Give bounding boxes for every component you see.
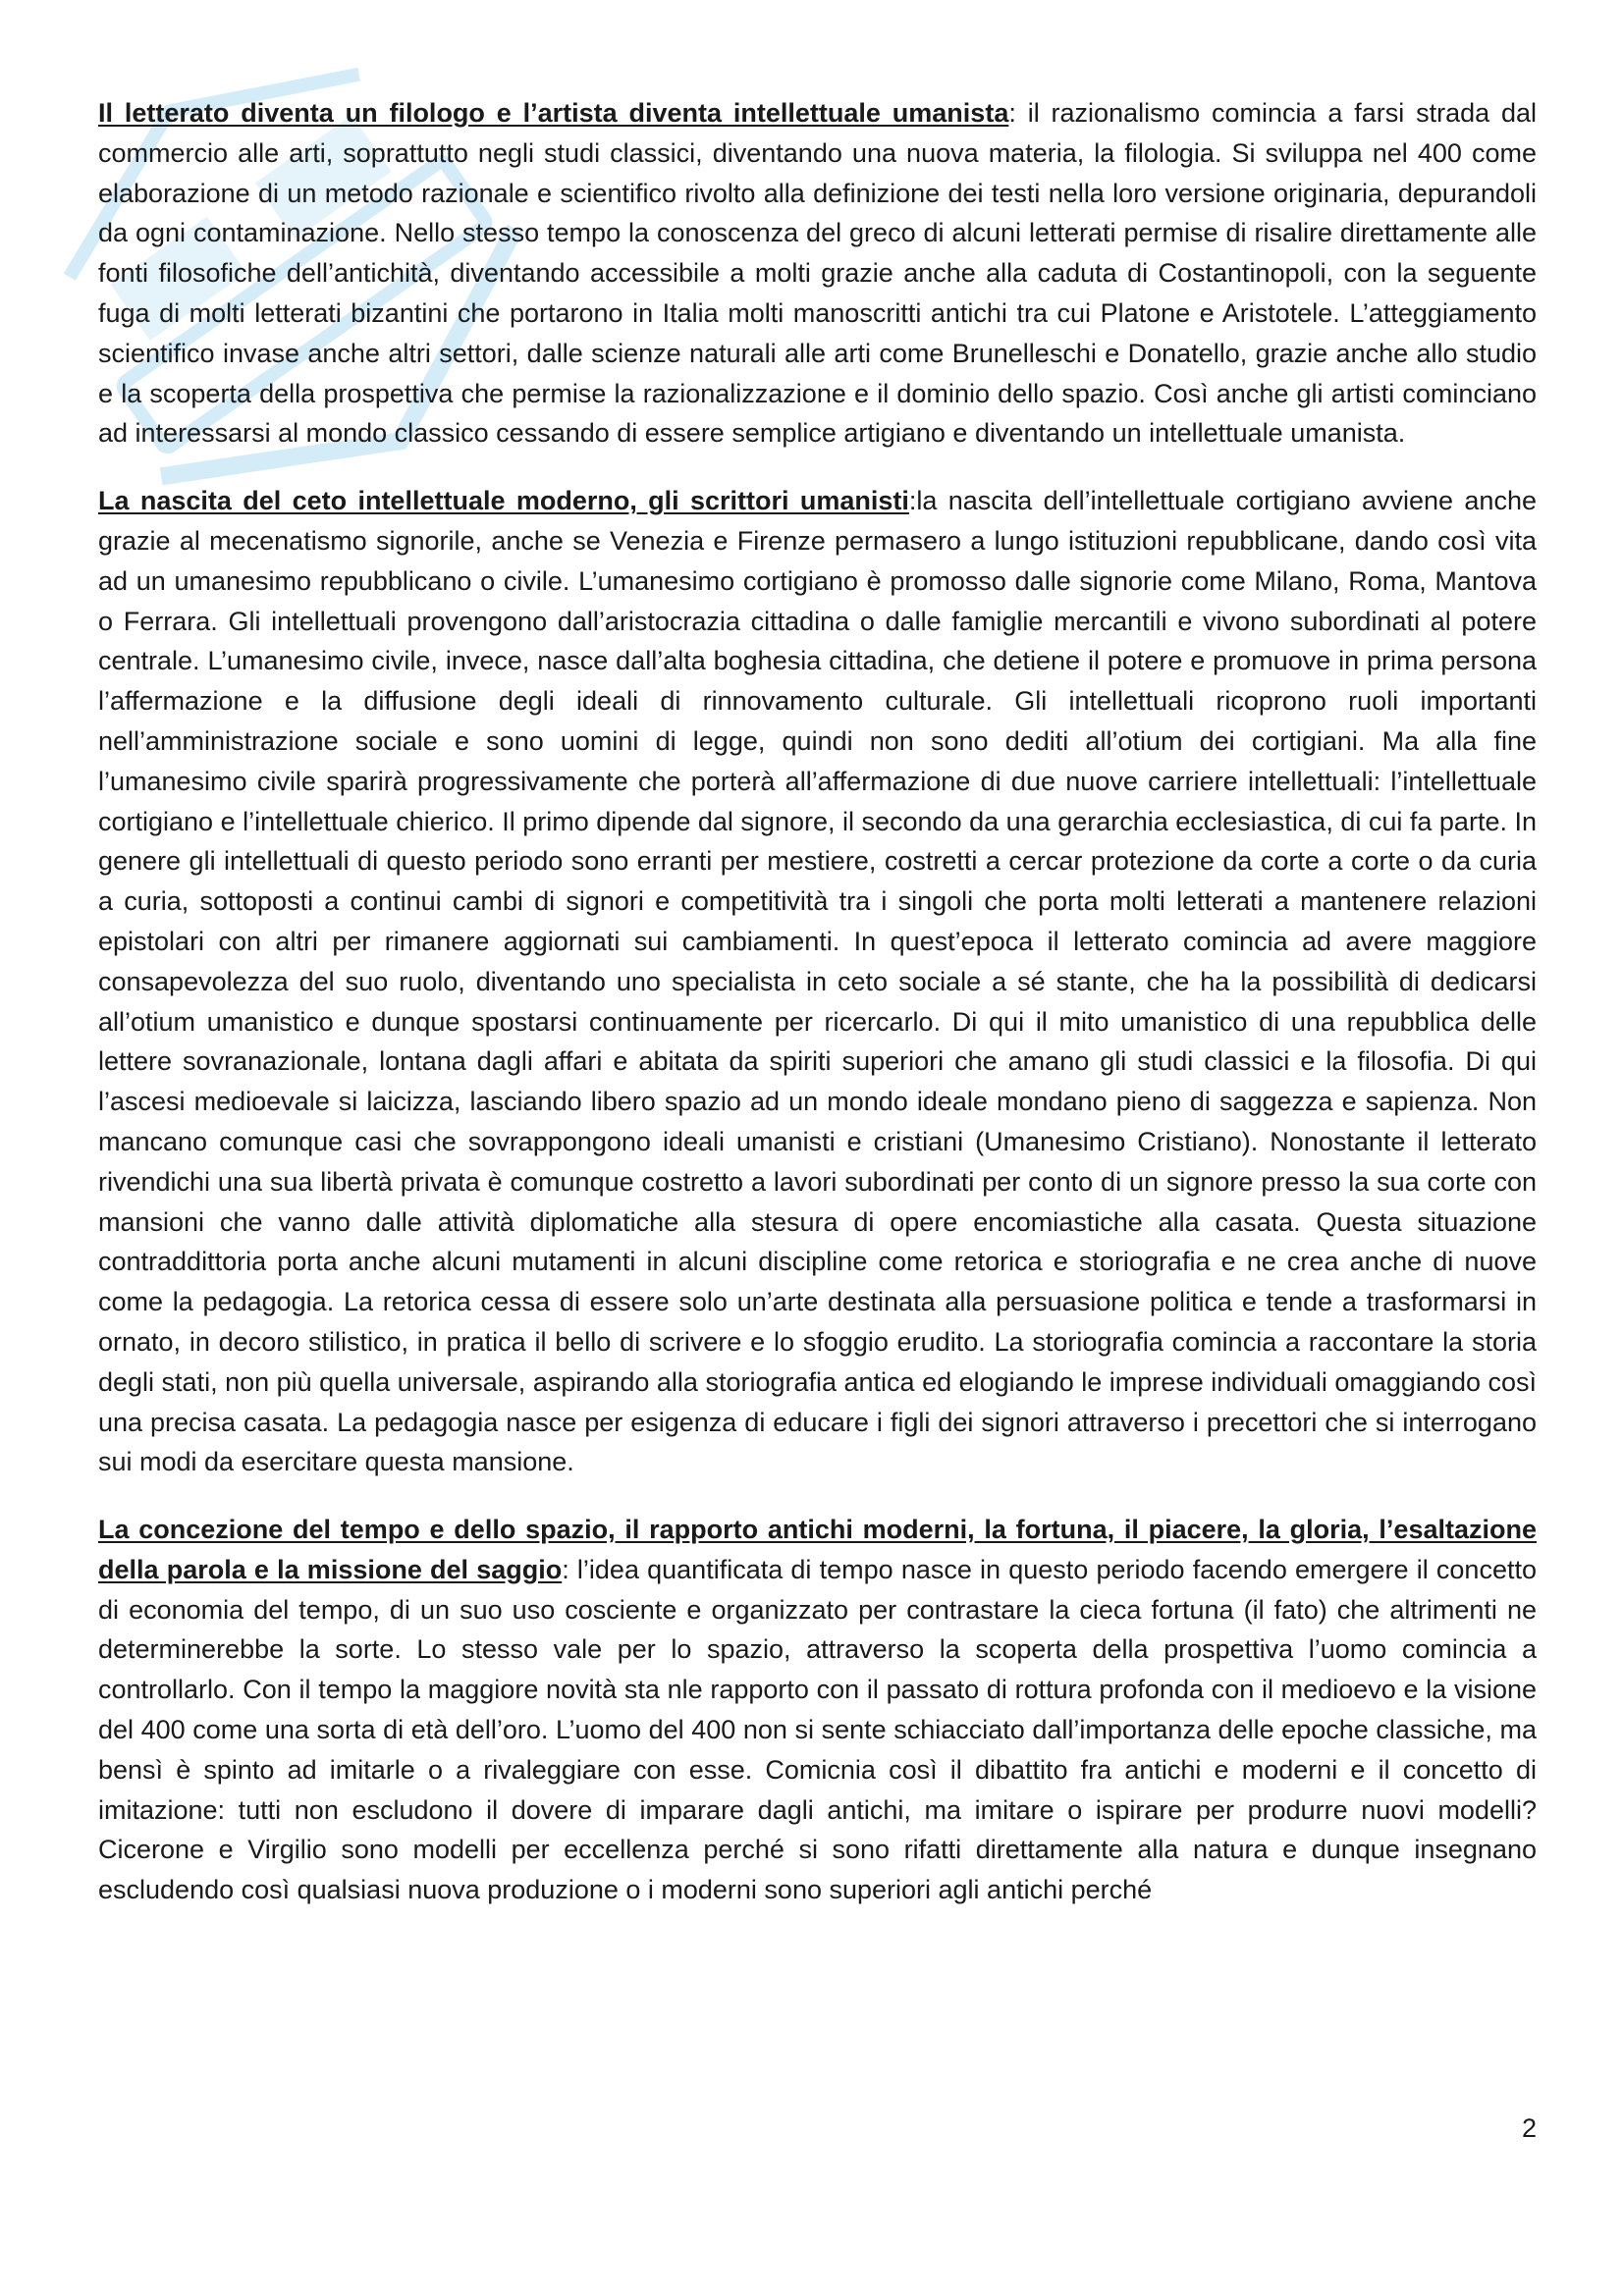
- paragraph-letterato-filologo: [98, 93, 1537, 454]
- paragraph-tempo-spazio: [98, 1510, 1537, 1910]
- paragraph-text: : il razionalismo comincia a farsi strada dal commercio alle arti, soprattutto negli studi classici, diventando una nuova materia, la filologia. Si sviluppa nel 400 come elaborazione di un metodo razionale e scientifico rivolto alla definizione dei testi nella loro versione originaria, depurandoli da ogni contaminazione. Nello stesso tempo la conoscenza del greco di alcuni letterati permise di risalire direttamente alle fonti filosofiche dell’antichità, diventando accessibile a molti grazie anche alla caduta di Costantinopoli, con la seguente fuga di molti letterati bizantini che portarono in Italia molti manoscritti antichi tra cui Platone e Aristotele. L’atteggiamento scientifico invase anche altri settori, dalle scienze naturali alle arti come Brunelleschi e Donatello, grazie anche allo studio e la scoperta della prospettiva che permise la razionalizzazione e il dominio dello spazio. Così anche gli artisti cominciano ad interessarsi al mondo classico cessando di essere semplice artigiano e diventando un intellettuale umanista.: [98, 98, 1538, 449]
- paragraph-text: : l’idea quantificata di tempo nasce in questo periodo facendo emergere il concetto di economia del tempo, di un suo uso cosciente e organizzato per contrastare la cieca fortuna (il fato) che altrimenti ne determinerebbe la sorte. Lo stesso vale per lo spazio, attraverso la scoperta della prospettiva l’uomo comincia a controllarlo. Con il tempo la maggiore novità sta nle rapporto con il passato di rottura profonda con il medioevo e la visione del 400 come una sorta di età dell’oro. L’uomo del 400 non si sente schiacciato dall’importanza delle epoche classiche, ma bensì è spinto ad imitarle o a rivaleggiare con esse. Comicnia così il dibattito fra antichi e moderni e il concetto di imitazione: tutti non escludono il dovere di imparare dagli antichi, ma imitare o ispirare per produrre nuovi modelli? Cicerone e Virgilio sono modelli per eccellenza perché si sono rifatti direttamente alla natura e dunque insegnano escludendo così qualsiasi nuova produzione o i moderni sono superiori agli antichi perché: [98, 1554, 1537, 1905]
- paragraph-ceto-intellettuale: [98, 481, 1537, 1482]
- paragraph-heading: La nascita del ceto intellettuale moderno, gli scrittori umanisti: [98, 486, 909, 516]
- paragraph-heading: La concezione del tempo e dello spazio, il rapporto antichi moderni, la fortuna, il piacere, la gloria, l’esaltazione della parola e la missione del saggio: [98, 1515, 1537, 1584]
- document-body: [98, 93, 1537, 1938]
- page-number: 2: [1521, 2113, 1537, 2143]
- paragraph-text: :la nascita dell’intellettuale cortigiano avviene anche grazie al mecenatismo signorile, anche se Venezia e Firenze permasero a lungo istituzioni repubblicane, dando così vita ad un umanesimo repubblicano o civile. L’umanesimo cortigiano è promosso dalle signorie come Milano, Roma, Mantova o Ferrara. Gli intellettuali provengono dall’aristocrazia cittadina o dalle famiglie mercantili e vivono subordinati al potere centrale. L’umanesimo civile, invece, nasce dall’alta boghesia cittadina, che detiene il potere e promuove in prima persona l’affermazione e la diffusione degli ideali di rinnovamento culturale. Gli intellettuali ricoprono ruoli importanti nell’amministrazione sociale e sono uomini di legge, quindi non sono dediti all’otium dei cortigiani. Ma alla fine l’umanesimo civile sparirà progressivamente che porterà all’affermazione di due nuove carriere intellettuali: l’intellettuale cortigiano e l’intellettuale chierico. Il primo dipende dal signore, il secondo da una gerarchia ecclesiastica, di cui fa parte. In genere gli intellettuali di questo periodo sono erranti per mestiere, costretti a cercar protezione da corte a corte o da curia a curia, sottoposti a continui cambi di signori e competitività tra i singoli che porta molti letterati a mantenere relazioni epistolari con altri per rimanere aggiornati sui cambiamenti. In quest’epoca il letterato comincia ad avere maggiore consapevolezza del suo ruolo, diventando uno specialista in ceto sociale a sé stante, che ha la possibilità di dedicarsi all’otium umanistico e dunque spostarsi continuamente per ricercarlo. Di qui il mito umanistico di una repubblica delle lettere sovranazionale, lontana dagli affari e abitata da spiriti superiori che amano gli studi classici e la filosofia. Di qui l’ascesi medioevale si laicizza, lasciando libero spazio ad un mondo ideale mondano pieno di saggezza e sapienza. Non mancano comunque casi che sovrappongono ideali umanisti e cristiani (Umanesimo Cristiano). Nonostante il letterato rivendichi una sua libertà privata è comunque costretto a lavori subordinati per conto di un signore presso la sua corte con mansioni che vanno dalle attività diplomatiche alla stesura di opere encomiastiche alla casata. Questa situazione contraddittoria porta anche alcuni mutamenti in alcuni discipline come retorica e storiografia e ne crea anche di nuove come la pedagogia. La retorica cessa di essere solo un’arte destinata alla persuasione politica e tende a trasformarsi in ornato, in decoro stilistico, in pratica il bello di scrivere e lo sfoggio erudito. La storiografia comincia a raccontare la storia degli stati, non più quella universale, aspirando alla storiografia antica ed elogiando le imprese individuali omaggiando così una precisa casata. La pedagogia nasce per esigenza di educare i figli dei signori attraverso i precettori che si interrogano sui modi da esercitare questa mansione.: [98, 486, 1537, 1477]
- paragraph-heading: Il letterato diventa un filologo e l’artista diventa intellettuale umanista: [98, 98, 1009, 128]
